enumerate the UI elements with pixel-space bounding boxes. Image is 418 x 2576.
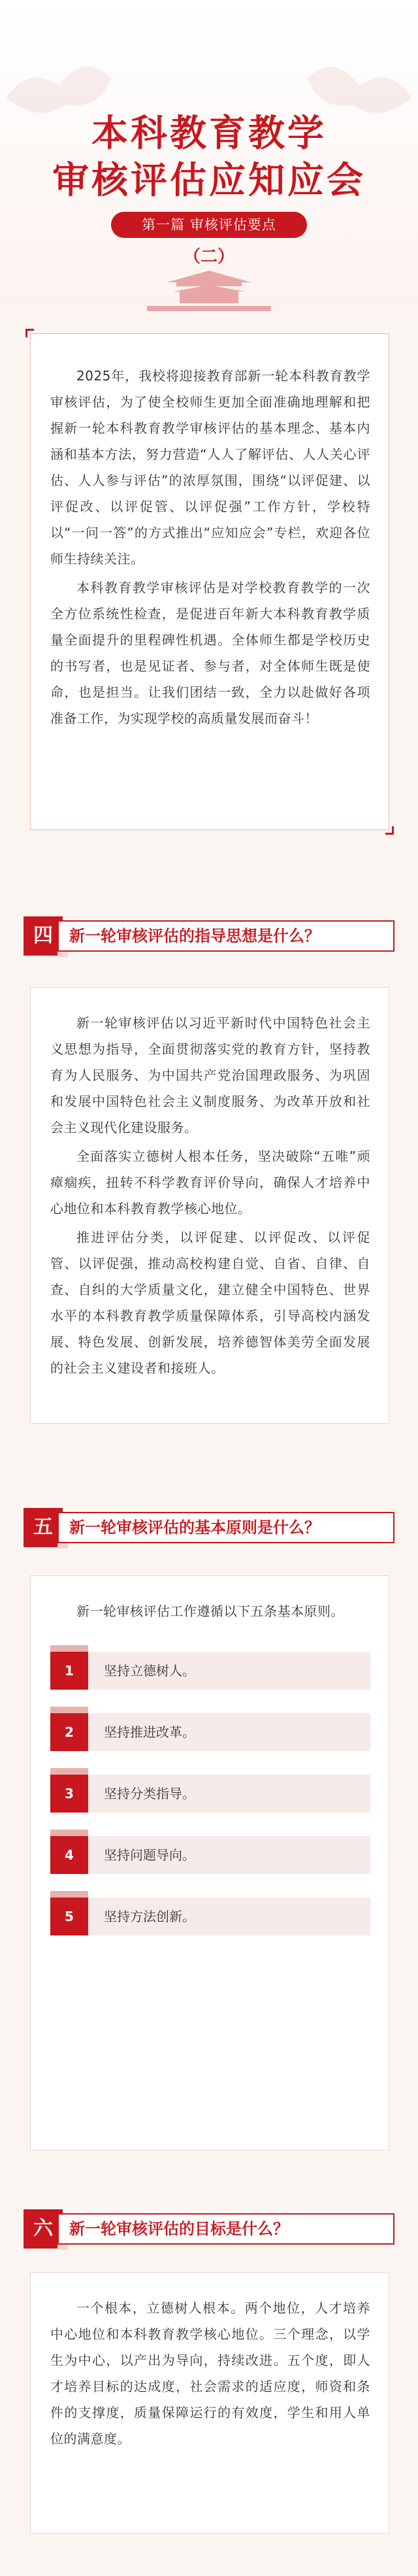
- section-number: 四: [24, 916, 63, 956]
- gate-tower-icon: [147, 268, 271, 311]
- section-card-5: [30, 1575, 389, 2150]
- section-title: 新一轮审核评估的目标是什么？: [59, 2213, 394, 2245]
- intro-box: [30, 333, 389, 830]
- series-pill: 第一篇 审核评估要点: [111, 212, 307, 238]
- principle-list: [50, 1641, 370, 1939]
- section-paragraph: 推进评估分类，以评促建、以评促改、以评促管、以评促强，推动高校构建自觉、自省、自律、自查、自纠的大学质量文化，建立健全中国特色、世界水平的本科教育教学质量保障体系，引导高校内涵发展、特色发展、创新发展，培养德智体美劳全面发展的社会主义建设者和接班人。: [50, 1229, 370, 1376]
- section-heading-5: [24, 1508, 394, 1547]
- part-number: （二）: [183, 247, 234, 267]
- item-number: 1: [50, 1652, 88, 1690]
- page-title-line-2: 审核评估应知应会: [52, 159, 366, 202]
- list-item: [50, 1641, 370, 1694]
- section-title: 新一轮审核评估的基本原则是什么？: [59, 1512, 394, 1543]
- item-number: 2: [50, 1713, 88, 1751]
- list-item: [50, 1887, 370, 1939]
- section-number: 五: [24, 1508, 63, 1547]
- section-card-6: [30, 2272, 389, 2534]
- item-text: 坚持分类指导。: [88, 1775, 370, 1813]
- section-paragraph: 全面落实立德树人根本任务，坚决破除“五唯”顽瘴痼疾，扭转不科学教育评价导向，确保人才培养中心地位和本科教育教学核心地位。: [50, 1148, 370, 1216]
- item-number: 4: [50, 1836, 88, 1874]
- section-heading-4: [24, 916, 394, 956]
- intro-paragraph: 本科教育教学审核评估是对学校教育教学的一次全方位系统性检查，是促进百年新大本科教育教学质量全面提升的里程碑性机遇。全体师生都是学校历史的书写者，也是见证者、参与者，对全体师生既是使命，也是担当。让我们团结一致，全力以赴做好各项准备工作，为实现学校的高质量发展而奋斗！: [50, 580, 370, 726]
- section-title: 新一轮审核评估的指导思想是什么？: [59, 920, 394, 952]
- page-title-line-1: 本科教育教学: [91, 112, 327, 155]
- section-paragraph: 新一轮审核评估以习近平新时代中国特色社会主义思想为指导，全面贯彻落实党的教育方针，坚持教育为人民服务、为中国共产党治国理政服务、为巩固和发展中国特色社会主义制度服务、为改革开放和社会主义现代化建设服务。: [50, 1015, 370, 1135]
- intro-paragraph: 2025年，我校将迎接教育部新一轮本科教育教学审核评估，为了使全校师生更加全面准确地理解和把握新一轮本科教育教学审核评估的基本理念、基本内涵和基本方法，努力营造“人人了解评估、人人关心评估、人人参与评估”的浓厚氛围，围绕“以评促建、以评促改、以评促管、以评促强”工作方针，学校特以“一问一答”的方式推出“应知应会”专栏，欢迎各位师生持续关注。: [50, 368, 370, 567]
- item-number: 3: [50, 1775, 88, 1813]
- item-text: 坚持立德树人。: [88, 1652, 370, 1690]
- item-text: 坚持方法创新。: [88, 1898, 370, 1935]
- list-item: [50, 1703, 370, 1755]
- section-intro: 新一轮审核评估工作遵循以下五条基本原则。: [76, 1603, 344, 1619]
- item-number: 5: [50, 1898, 88, 1935]
- list-item: [50, 1764, 370, 1816]
- header-banner: [0, 0, 418, 307]
- section-card-4: [30, 987, 389, 1424]
- list-item: [50, 1826, 370, 1878]
- item-text: 坚持问题导向。: [88, 1836, 370, 1874]
- section-paragraph: 一个根本，立德树人根本。两个地位，人才培养中心地位和本科教育教学核心地位。三个理念，以学生为中心，以产出为导向，持续改进。五个度，即人才培养目标的达成度，社会需求的适应度，师资和条件的支撑度，质量保障运行的有效度，学生和用人单位的满意度。: [50, 2300, 370, 2447]
- section-number: 六: [24, 2209, 63, 2249]
- section-heading-6: [24, 2209, 394, 2249]
- item-text: 坚持推进改革。: [88, 1713, 370, 1751]
